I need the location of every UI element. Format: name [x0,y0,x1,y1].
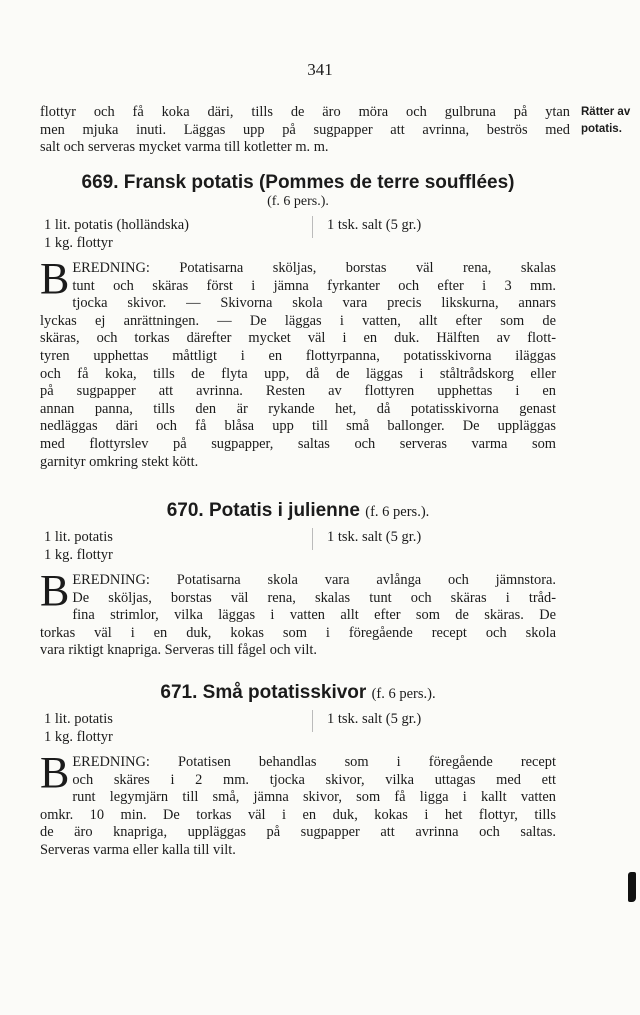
ingredient: 1 tsk. salt (5 gr.) [327,217,422,233]
ingredient: 1 kg. flottyr [44,547,113,563]
text-line: nedläggas däri och få blåsa upp till små ballonger. De uppläggas [40,418,556,435]
recipe-instructions [40,748,556,860]
recipe-instructions [40,566,556,660]
ingredient: 1 kg. flottyr [44,729,113,745]
ingredient: 1 lit. potatis [44,529,113,545]
recipe-number: 669. [81,172,119,193]
recipe-669 [40,172,556,471]
ingredient: 1 tsk. salt (5 gr.) [327,529,422,545]
text-line: omkr. 10 min. De torkas väl i en duk, kokas i het flottyr, tills [40,806,556,823]
recipe-number: 670. [166,500,204,521]
recipe-instructions [40,254,556,471]
recipe-serves: (f. 6 pers.). [267,194,329,209]
recipe-name: Fransk potatis (Pommes de terre soufflées) [123,172,515,193]
text-line: vara riktigt knapriga. Serveras till fågel och vilt. [40,642,317,659]
recipe-serves: (f. 6 pers.). [365,504,430,520]
ingredient: 1 lit. potatis (holländska) [44,217,189,233]
ingredient: 1 tsk. salt (5 gr.) [327,711,422,727]
text-line: EREDNING: Potatisarna skola vara avlånga och jämnstora. [72,572,556,588]
text-line: och få koka, tills de flyta upp, då de läggas i ståltrådskorg eller [40,365,556,382]
recipe-serves: (f. 6 pers.). [371,686,436,702]
text-line: De sköljas, borstas väl rena, skalas tunt och skäras i tråd- [72,589,556,606]
ingredient: 1 lit. potatis [44,711,113,727]
text-line: flottyr och få koka däri, tills de äro möra och gulbruna på ytan [40,104,570,120]
text-line: med flottyrslev på sugpapper, saltas och serveras varma som [40,435,556,452]
drop-cap: B [40,748,70,797]
recipe-name: Potatis i julienne [208,500,360,521]
text-line: de äro knapriga, uppläggas på sugpapper att avrinna och saltas. [40,824,556,841]
drop-cap: B [40,566,70,615]
ingredient: 1 kg. flottyr [44,235,113,251]
page-number: 341 [307,60,333,79]
text-line: men mjuka inuti. Läggas upp på sugpapper att avrinna, beströs med [40,121,570,138]
margin-note [581,104,640,138]
text-line: annan panna, tills den är rykande het, då potatisskivorna genast [40,400,556,417]
text-line: skäras, och torkas därefter mycket väl i en duk. Hälften av flott- [40,330,556,347]
drop-cap: B [40,254,70,303]
margin-note-line: potatis. [581,123,622,135]
recipe-name: Små potatisskivor [202,682,367,703]
text-line: EREDNING: Potatisen behandlas som i föregående recept [72,754,556,770]
text-line: lyckas ej anrättningen. — De läggas i vatten, allt efter som de [40,312,556,329]
scan-edge-mark [628,872,636,902]
text-line: salt och serveras mycket varma till kotletter m. m. [40,139,329,155]
text-line: tunt och skäras först i jämna fyrkanter och efter i 3 mm. [72,277,556,294]
recipe-670 [40,500,556,660]
text-line: fina strimlor, vilka läggas i vatten allt efter som de skäras. De [72,607,556,624]
intro-paragraph [40,104,570,157]
recipe-title [40,500,556,522]
recipe-671 [40,682,556,860]
text-line: torkas väl i en duk, kokas som i föregående recept och skola [40,624,556,641]
recipe-title [40,682,556,704]
text-line: tjocka skivor. — Skivorna skola vara precis likskurna, annars [72,295,556,312]
text-line: på sugpapper att avrinna. Resten av flottyren upphettas i en [40,383,556,400]
ingredient-list [40,216,556,252]
text-line: runt legymjärn till små, jämna skivor, som få ligga i kallt vatten [72,789,556,806]
text-line: tyren upphettas måttligt i en flottyrpanna, potatisskivorna iläggas [40,347,556,364]
recipe-number: 671. [160,682,198,703]
text-line: garnityr omkring stekt kött. [40,453,199,470]
ingredient-list [40,710,556,746]
recipe-title [40,172,556,194]
text-line: och skäres i 2 mm. tjocka skivor, vilka uttagas med ett [72,771,556,788]
ingredient-list [40,528,556,564]
text-line: EREDNING: Potatisarna sköljas, borstas väl rena, skalas [72,260,556,276]
margin-note-line: Rätter av [581,106,631,118]
text-line: Serveras varma eller kalla till vilt. [40,841,236,858]
